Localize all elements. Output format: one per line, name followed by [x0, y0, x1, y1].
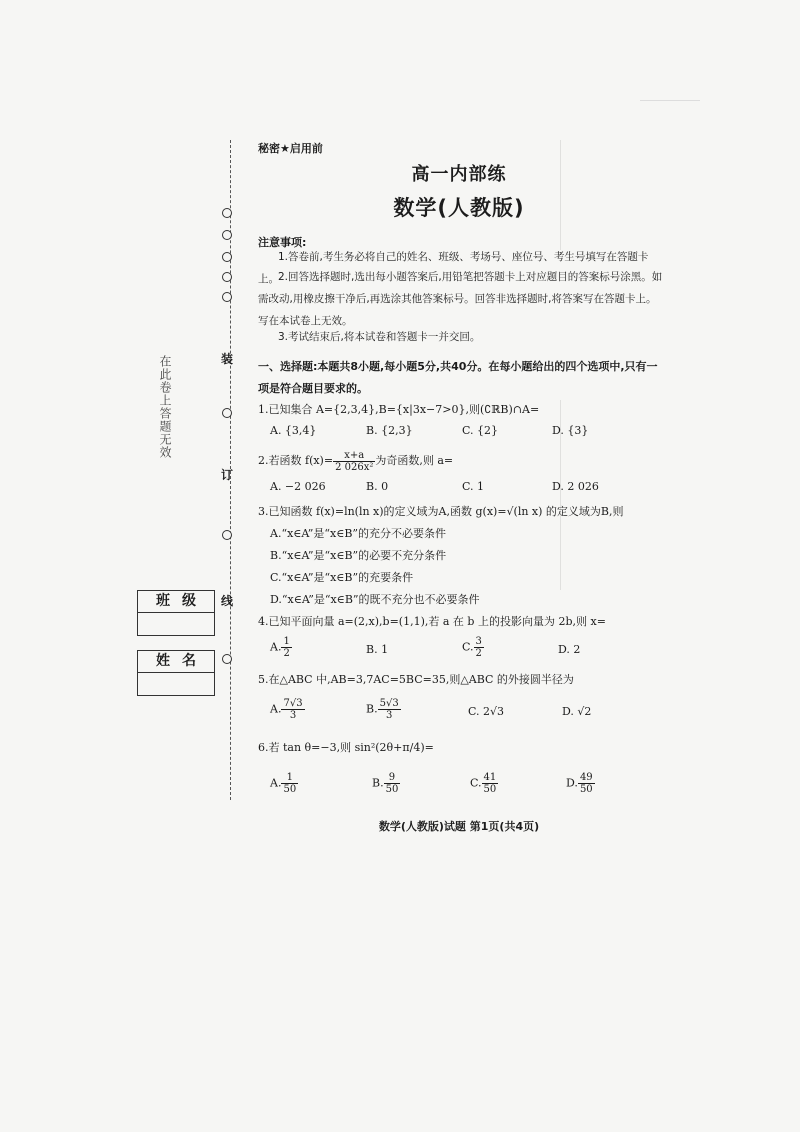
binding-hole — [222, 252, 232, 262]
q1-option-d: D. {3} — [552, 424, 589, 437]
q4-option-a-den: 2 — [283, 648, 290, 659]
q5-option-a-frac — [281, 698, 304, 721]
q2-stem-part-b: 为奇函数,则 a= — [375, 454, 454, 467]
q6-option-d — [566, 772, 595, 795]
q3-option-b: B.“x∈A”是“x∈B”的必要不充分条件 — [270, 549, 447, 562]
q5-option-b-num: 5√3 — [379, 698, 399, 709]
question-1-stem: 1.已知集合 A={2,3,4},B={x|3x−7>0},则(∁ℝB)∩A= — [258, 403, 540, 416]
q6-option-b-num: 9 — [384, 772, 401, 784]
section-heading: 一、选择题:本题共8小题,每小题5分,共40分。在每小题给出的四个选项中,只有一项是符合题目要求的。 — [258, 360, 658, 395]
q5-option-c: C. 2√3 — [468, 705, 505, 718]
q6-option-b-den: 50 — [385, 784, 399, 795]
q2-stem-part-a: 2.若函数 f(x)= — [258, 454, 334, 467]
notice-heading: 注意事项: — [258, 236, 307, 249]
q5-option-a-num: 7√3 — [283, 698, 303, 709]
name-box — [137, 650, 215, 696]
q6-option-b — [372, 772, 400, 795]
q5-option-a-den: 3 — [289, 710, 297, 721]
q6-option-c-label: C. — [470, 776, 482, 790]
name-blank — [138, 673, 214, 695]
q4-option-c-label: C. — [462, 640, 474, 654]
binding-hole — [222, 208, 232, 218]
binding-char-xian: 线 — [221, 594, 234, 608]
q6-option-d-label: D. — [566, 776, 578, 790]
q6-option-d-num: 49 — [579, 772, 593, 783]
q6-option-d-den: 50 — [579, 784, 593, 795]
q5-option-a — [270, 698, 305, 721]
q2-option-c: C. 1 — [462, 480, 485, 493]
q6-option-c-frac — [482, 772, 499, 795]
binding-hole — [222, 272, 232, 282]
q4-option-c-num: 3 — [475, 636, 482, 647]
page-subtitle: 数学(人教版) — [393, 196, 525, 220]
q6-option-b-frac — [384, 772, 401, 795]
q2-option-a: A. −2 026 — [270, 480, 326, 493]
q4-option-c — [462, 636, 484, 659]
page-footer: 数学(人教版)试题 第1页(共4页) — [378, 820, 540, 833]
binding-hole — [222, 408, 232, 418]
q4-option-a-frac — [281, 636, 291, 659]
q3-option-a: A.“x∈A”是“x∈B”的充分不必要条件 — [270, 527, 447, 540]
class-blank — [138, 613, 214, 635]
question-6-stem: 6.若 tan θ=−3,则 sin²(2θ+π/4)= — [258, 741, 434, 754]
q5-option-d: D. √2 — [562, 705, 592, 718]
binding-char-zhuang: 装 — [221, 352, 234, 366]
notice-item: 1.答卷前,考生务必将自己的姓名、班级、考场号、座位号、考生号填写在答题卡上。 — [258, 251, 649, 285]
q1-option-a: A. {3,4} — [270, 424, 317, 437]
q2-option-d: D. 2 026 — [552, 480, 599, 493]
q4-option-a-label: A. — [270, 640, 282, 654]
q4-option-c-den: 2 — [475, 648, 482, 659]
no-answer-zone-note: 在此卷上答题无效 — [158, 355, 172, 459]
q5-option-b-frac — [378, 698, 401, 721]
bleed-through-marks — [640, 100, 700, 111]
question-2-stem — [258, 448, 662, 474]
page-title: 高一内部练 — [411, 164, 507, 185]
q2-denominator: 2 026x² — [335, 461, 374, 473]
name-label: 姓名 — [138, 651, 214, 673]
q4-option-a — [270, 636, 292, 659]
q2-option-b: B. 0 — [366, 480, 389, 493]
notice-item: 3.考试结束后,将本试卷和答题卡一并交回。 — [278, 331, 481, 343]
q1-option-c: C. {2} — [462, 424, 499, 437]
q6-option-a-num: 1 — [281, 772, 298, 784]
q6-option-a — [270, 772, 298, 795]
q2-numerator: x+a — [333, 450, 375, 462]
binding-char-ding: 订 — [221, 468, 234, 482]
q6-option-b-label: B. — [372, 776, 384, 790]
q6-option-c — [470, 772, 498, 795]
q5-option-b — [366, 698, 401, 721]
q3-option-c: C.“x∈A”是“x∈B”的充要条件 — [270, 571, 414, 584]
q4-option-d: D. 2 — [558, 643, 581, 656]
q6-option-c-num: 41 — [483, 772, 497, 783]
binding-hole — [222, 230, 232, 240]
question-4-stem: 4.已知平面向量 a=(2,x),b=(1,1),若 a 在 b 上的投影向量为 2b,则 x= — [258, 615, 606, 628]
question-5-stem: 5.在△ABC 中,AB=3,7AC=5BC=35,则△ABC 的外接圆半径为 — [258, 673, 574, 686]
binding-hole — [222, 530, 232, 540]
q6-option-c-den: 50 — [483, 784, 497, 795]
q5-option-b-den: 3 — [385, 710, 393, 721]
q3-option-d: D.“x∈A”是“x∈B”的既不充分也不必要条件 — [270, 593, 480, 606]
question-3-stem: 3.已知函数 f(x)=ln(ln x)的定义域为A,函数 g(x)=√(ln x) 的定义域为B,则 — [258, 505, 624, 518]
binding-hole — [222, 654, 232, 664]
q2-fraction — [333, 450, 375, 473]
q6-option-d-frac — [578, 772, 595, 795]
q1-option-b: B. {2,3} — [366, 424, 413, 437]
confidential-mark: 秘密★启用前 — [258, 142, 323, 155]
q5-option-a-label: A. — [270, 702, 282, 716]
binding-hole — [222, 292, 232, 302]
q6-option-a-den: 50 — [283, 784, 297, 795]
q5-option-b-label: B. — [366, 702, 378, 716]
q6-option-a-label: A. — [270, 776, 282, 790]
q4-option-c-frac — [474, 636, 484, 659]
q4-option-a-num: 1 — [283, 636, 290, 647]
class-label: 班级 — [138, 591, 214, 613]
class-box — [137, 590, 215, 636]
q4-option-b: B. 1 — [366, 643, 389, 656]
notice-item: 2.回答选择题时,选出每小题答案后,用铅笔把答题卡上对应题目的答案标号涂黑。如需改动,用橡皮擦干净后,再选涂其他答案标号。回答非选择题时,将答案写在答题卡上。写在本试卷上无效。 — [258, 271, 663, 327]
q6-option-a-frac — [281, 772, 298, 795]
